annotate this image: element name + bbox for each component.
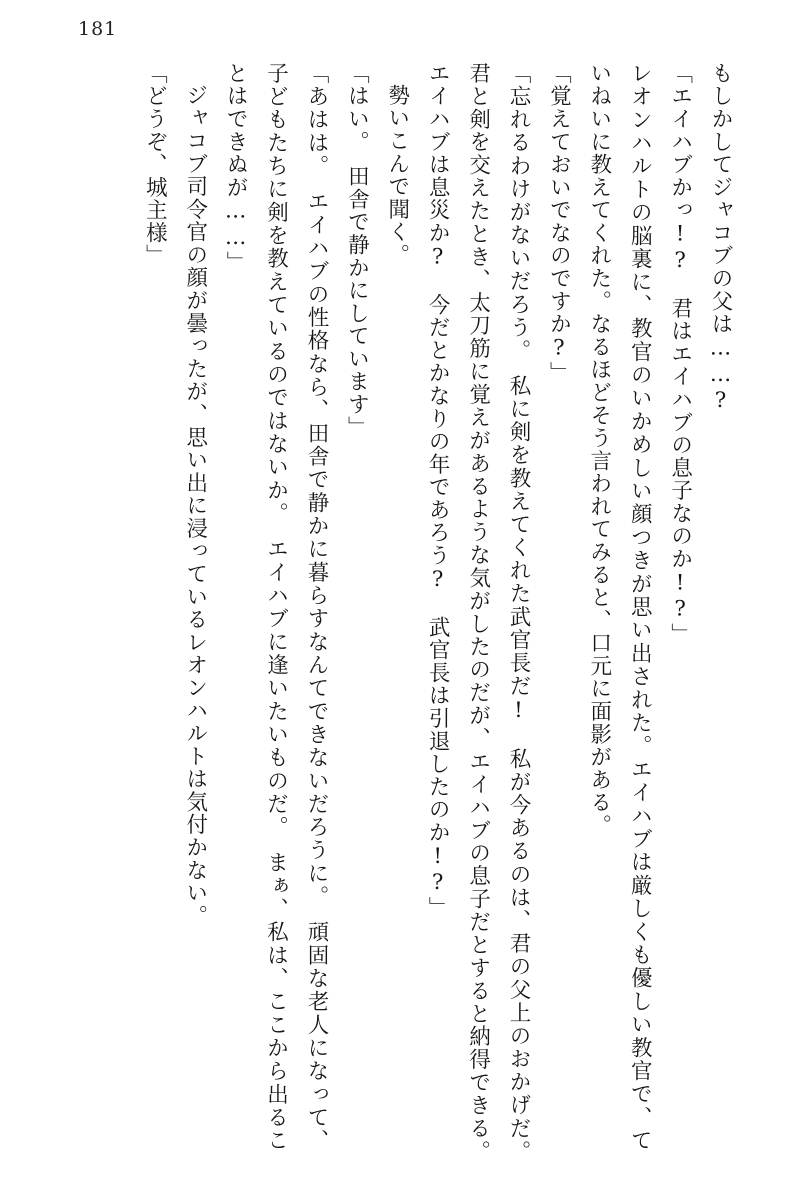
paragraph: レオンハルトの脳裏に、教官のいかめしい顔つきが思い出された。エイハブは厳しくも優しい教官で、ていねいに教えてくれた。なるほどそう言われてみると、口元に面影がある。: [586, 62, 653, 1152]
paragraph: ジャコブ司令官の顔が曇ったが、思い出に浸っているレオンハルトは気付かない。: [182, 83, 208, 927]
paragraph: 「忘れるわけがないだろう。 私に剣を教えてくれた武官長だ! 私が今あるのは、君の父上のおかげだ。 君と剣を交えたとき、太刀筋に覚えがあるような気がしたのだが、エイハブの息子だとすると納得できる。 エイハブは息災か? 今だとかなりの年であろう? 武官長は引退したのか!?」: [425, 62, 531, 1175]
paragraph: もしかしてジャコブの父は……?: [708, 62, 733, 415]
paragraph: 「エイハブかっ!? 君はエイハブの息子なのか!?」: [667, 62, 693, 646]
paragraph: 「あはは。 エイハブの性格なら、田舎で静かに暮らすなんてできないだろうに。 頑固な老人になって、子どもたちに剣を教えているのではないか。 エイハブに逢いたいものだ。 まぁ、私は、ここから出ることはできぬが……」: [223, 62, 329, 1152]
body-text-vertical: [50, 62, 740, 1175]
paragraph: 「はい。 田舎で静かにしています」: [344, 62, 370, 439]
paragraph: 勢いこんで聞く。: [384, 83, 410, 266]
paragraph: 「どうぞ、城主様」: [142, 62, 168, 268]
paragraph: 「覚えておいでなのですか?」: [546, 62, 572, 385]
page-number: 181: [78, 18, 118, 40]
